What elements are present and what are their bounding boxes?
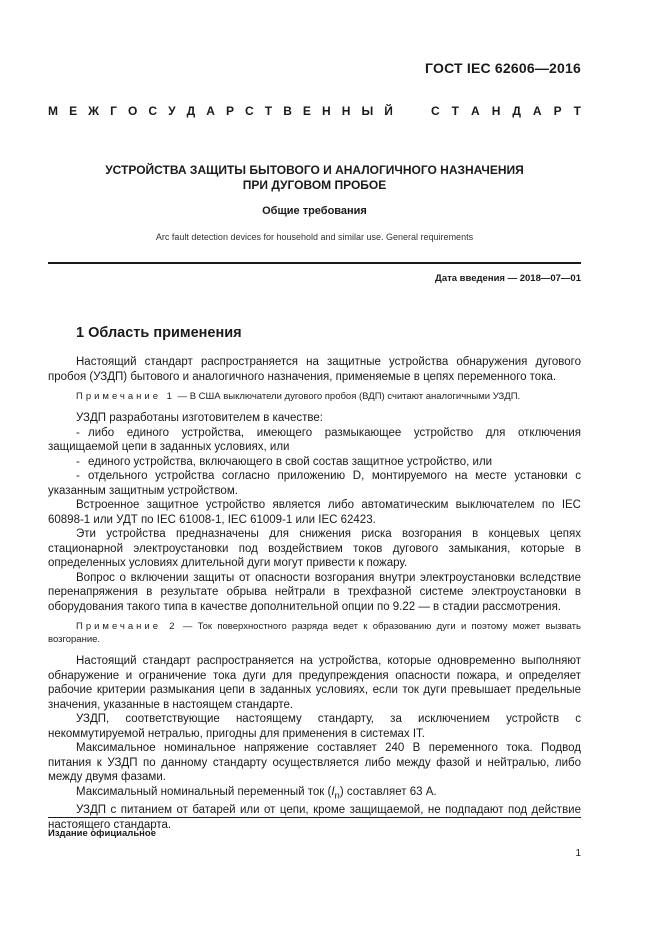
list-item-text: отдельного устройства согласно приложению D, монтируемого на месте установки с указанным защитным устройством. [48, 470, 581, 497]
banner-letter: Р [553, 104, 562, 118]
edition-label: Издание официальное [48, 828, 156, 839]
banner-letter: Т [451, 104, 460, 118]
section-body [48, 355, 581, 832]
current-subscript: n [334, 789, 340, 801]
note [48, 390, 581, 403]
banner-letter: М [48, 104, 58, 118]
banner-letter: Й [384, 104, 393, 118]
paragraph: Настоящий стандарт распространяется на устройства, которые одновременно выполняют обнаружение и ограничение тока дуги для предупреждения опасности пожара, и определяет рабочие критерии размыкания цепи в заданных условиях, если ток дуги превышает предельные значения, указанные в настоящем стандарте. [48, 655, 581, 711]
paragraph: УЗДП, соответствующие настоящему стандарту, за исключением устройств с некоммутируемой нетралью, пригодны для применения в системах IT. [48, 713, 581, 740]
banner-letter: Н [341, 104, 351, 118]
banner-letter: Н [322, 104, 331, 118]
title-line-1: УСТРОЙСТВА ЗАЩИТЫ БЫТОВОГО И АНАЛОГИЧНОГО НАЗНАЧЕНИЯ [105, 163, 524, 177]
title-line-2: ПРИ ДУГОВОМ ПРОБОЕ [242, 178, 387, 192]
banner-word-interstate [48, 104, 393, 118]
paragraph: Настоящий стандарт распространяется на защитные устройства обнаружения дугового пробоя (УЗДП) бытового и аналогичного назначения, применяемые в цепях переменного тока. [48, 356, 581, 383]
banner-letter: А [532, 104, 542, 118]
banner-letter: Н [491, 104, 501, 118]
banner-letter: Ж [88, 104, 99, 118]
list-item: - отдельного устройства согласно приложению D, монтируемого на месте установки с указанным защитным устройством. [48, 470, 581, 497]
banner-letter: С [245, 104, 254, 118]
paragraph: УЗДП разработаны изготовителем в качестве: [76, 412, 323, 424]
note-text: — В США выключатели дугового пробоя (ВДП) считают аналогичными УЗДП. [174, 391, 521, 402]
banner-letter: А [206, 104, 215, 118]
list-item-text: единого устройства, включающего в свой состав защитное устройство, или [88, 455, 493, 468]
document-subtitle: Общие требования [262, 205, 367, 217]
list-item: - единого устройства, включающего в свой состав защитное устройство, или [76, 455, 493, 468]
banner-letter: Г [110, 104, 117, 118]
banner-letter: С [431, 104, 440, 118]
banner-letter: А [471, 104, 480, 118]
paragraph: Эти устройства предназначены для снижения риска возгорания в концевых цепях стационарной электроустановки под воздействием токов дугового замыкания, которые в определенных условиях длительной дуги могут привести к пожару. [48, 528, 581, 569]
text-segment: Максимальный номинальный переменный ток ( [76, 785, 332, 798]
page-number: 1 [575, 848, 581, 859]
paragraph: Встроенное защитное устройство является либо автоматическим выключателем по IEC 60898-1 или УДТ по IEC 61008-1, IEC 61009-1 или IEC 62423. [48, 499, 581, 526]
paragraph: Вопрос о включении защиты от опасности возгорания внутри электроустановки вследствие перенапряжения в результате обрыва нейтрали в трехфазной системе электроустановки в оборудования такого типа в качестве дополнительной опции по 9.22 — в стадии рассмотрения. [48, 571, 581, 613]
banner-letter: С [148, 104, 158, 118]
paragraph [48, 785, 581, 804]
banner-letter: Е [302, 104, 311, 118]
banner-letter: Т [573, 104, 581, 118]
current-symbol: I [331, 785, 335, 798]
banner-letter: О [127, 104, 138, 118]
standard-banner [48, 104, 581, 118]
paragraph: УЗДП с питанием от батарей или от цепи, кроме защищаемой, не подпадают под действие настоящего стандарта. [48, 804, 581, 831]
section-heading: 1 Область применения [76, 325, 242, 341]
header-divider [48, 262, 581, 264]
banner-letter: Е [69, 104, 78, 118]
banner-letter: Ы [361, 104, 374, 118]
note-label: Примечание 2 [76, 621, 178, 632]
banner-letter: Р [225, 104, 234, 118]
footer-divider [48, 817, 581, 818]
text-segment: ) составляет 63 А. [339, 785, 437, 798]
banner-word-standard [431, 104, 581, 118]
introduction-date: Дата введения — 2018—07—01 [435, 273, 581, 284]
banner-letter: Т [264, 104, 273, 118]
banner-letter: Д [186, 104, 196, 118]
list-item: - либо единого устройства, имеющего размыкающее устройство для отключения защищаемой цепи в заданных условиях, или [48, 426, 581, 453]
note-label: Примечание 1 [76, 391, 175, 402]
note-text: — Ток поверхностного разряда ведет к образованию дуги и поэтому может вызвать возгорание. [48, 621, 581, 645]
paragraph: Максимальное номинальное напряжение составляет 240 В переменного тока. Подвод питания к УЗДП по данному стандарту осуществляется либо между фазой и нейтралью, либо между двумя фазами. [48, 742, 581, 783]
list-item-text: либо единого устройства, имеющего размыкающее устройство для отключения защищаемой цепи в заданных условиях, или [48, 426, 581, 453]
note [48, 620, 581, 646]
banner-letter: У [168, 104, 176, 118]
banner-letter: Д [512, 104, 521, 118]
english-title: Arc fault detection devices for household and similar use. General requirements [155, 232, 474, 242]
banner-letter: В [283, 104, 292, 118]
document-title [48, 163, 581, 193]
standard-code: ГОСТ IEC 62606—2016 [425, 60, 581, 76]
